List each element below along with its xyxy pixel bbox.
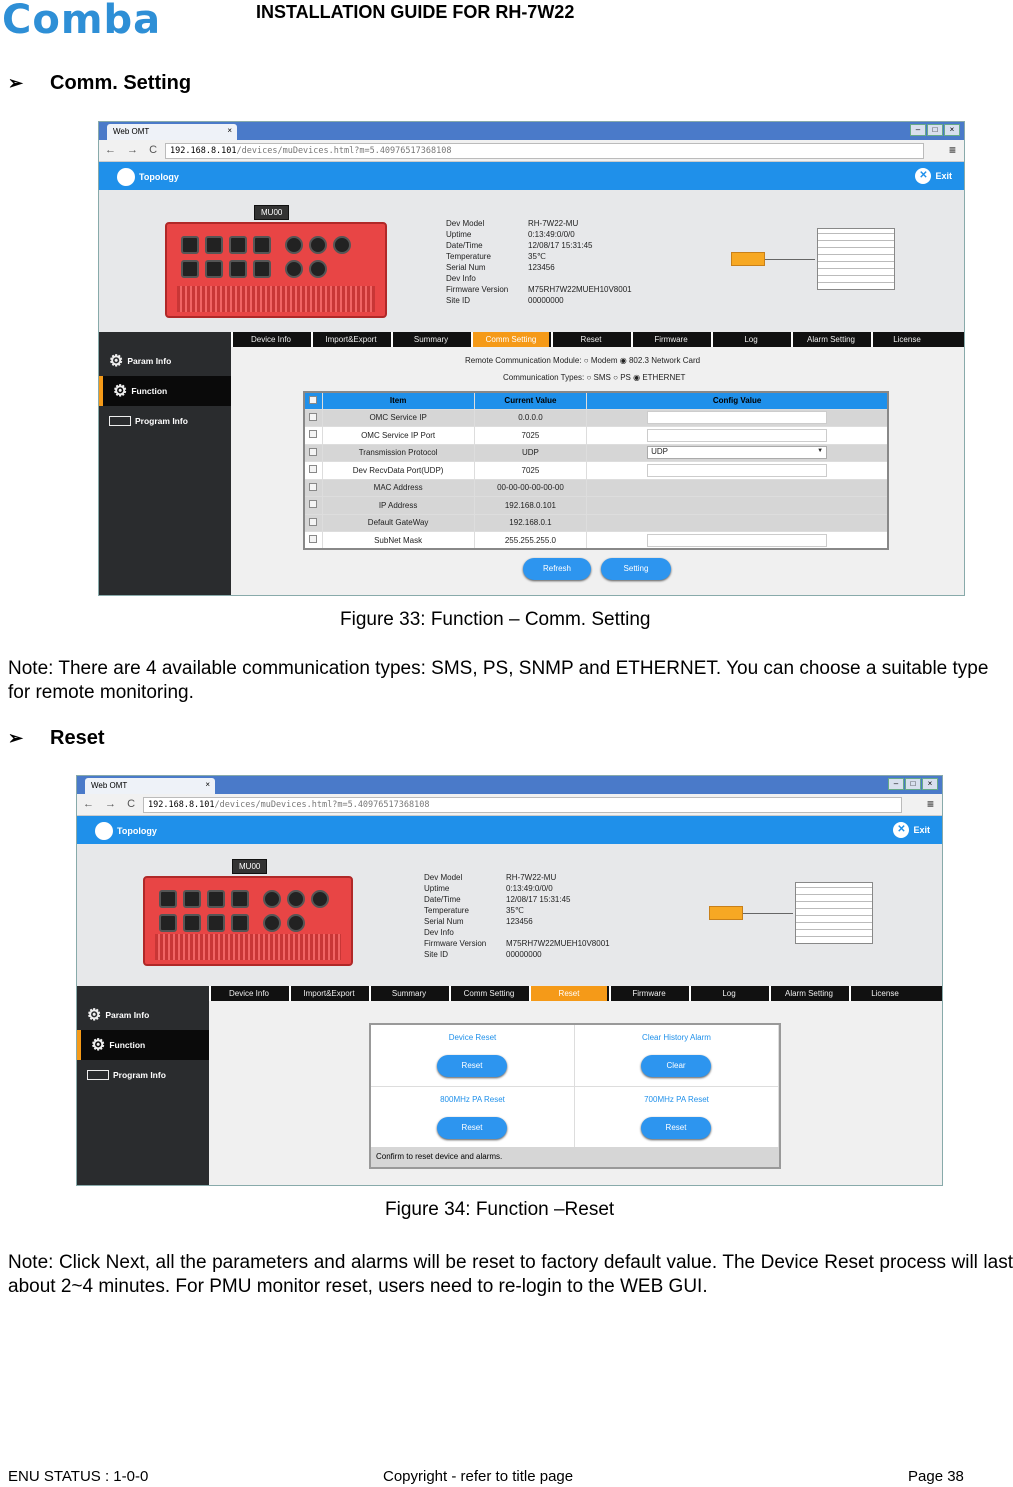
maximize-icon[interactable]: □ [927,124,943,136]
device-info-key: Uptime [446,230,472,239]
item-cell: OMC Service IP Port [322,427,474,445]
device-info-row [424,872,610,883]
module-label: Remote Communication Module: [465,356,582,365]
topology-label: Topology [139,172,179,182]
comba-logo: Comba [2,0,162,43]
menu-tab-comm-setting[interactable]: Comm Setting [449,986,527,1001]
window-controls [888,778,938,790]
radio-modem[interactable]: ○ [583,356,589,365]
item-cell: IP Address [322,497,474,515]
device-info-row [446,262,632,273]
clear-history-alarm-title: Clear History Alarm [642,1033,711,1042]
table-row [304,462,888,480]
row-checkbox[interactable] [304,532,322,550]
radio-network-card[interactable]: ◉ [619,356,627,365]
device-info-value: 35℃ [506,906,524,915]
menu-tab-comm-setting[interactable]: Comm Setting [471,332,549,347]
sidebar [77,986,209,1185]
network-card-label: 802.3 Network Card [628,356,701,365]
arrow-bullet-icon: ➢ [8,73,24,93]
remote-comm-module-row [465,356,700,365]
device-info-key: Temperature [424,906,469,915]
content-area [231,347,964,595]
sms-label: SMS [593,373,611,382]
menu-tab-alarm-setting[interactable]: Alarm Setting [791,332,869,347]
browser-tabbar [99,122,964,140]
device-info-key: Serial Num [424,917,464,926]
browser-tab[interactable] [107,124,237,140]
device-info-row [446,240,632,251]
device-info-row [446,218,632,229]
clear-history-alarm-button[interactable]: Clear [641,1055,711,1077]
current-value-cell: 7025 [474,427,586,445]
config-value-cell [587,427,888,445]
app-topbar [99,162,964,190]
menu-tab-device-info[interactable]: Device Info [209,986,287,1001]
maximize-icon[interactable]: □ [905,778,921,790]
sidebar-item-function[interactable] [99,376,231,406]
device-info-key: Dev Model [446,219,485,228]
device-info-value: M75RH7W22MUEH10V8001 [528,285,632,294]
device-reset-cell [371,1025,575,1087]
device-info-row [424,916,610,927]
clear-history-alarm-cell [575,1025,779,1087]
comm-types-row [503,373,685,382]
browser-tab[interactable] [85,778,215,794]
sidebar-item-param-info[interactable] [99,346,231,376]
device-info-value: RH-7W22-MU [528,219,579,228]
nav-arrows-icon[interactable]: ← → C [105,144,162,156]
note-reset: Note: Click Next, all the parameters and alarms will be reset to factory default value. The Device Reset process will last about 2~4 minutes. For PMU monitor reset, users need to re-login to the WEB GUI. [8,1252,1013,1297]
current-value-cell: UDP [474,444,586,462]
item-cell: Default GateWay [322,514,474,532]
device-info-key: Firmware Version [424,939,487,948]
browser-tabbar [77,776,942,794]
table-row [304,427,888,445]
device-info-key: Site ID [424,950,449,959]
topology-button[interactable] [95,822,157,840]
device-info-value: 00000000 [528,296,564,305]
figure-33-caption: Figure 33: Function – Comm. Setting [340,609,651,630]
config-value-cell [587,479,888,497]
note-comm-types: Note: There are 4 available communication types: SMS, PS, SNMP and ETHERNET. You can choose a suitable type for remote monitoring. [8,658,989,703]
sidebar-item-label: Param Info [127,356,172,366]
sidebar [99,332,231,595]
device-info-key: Date/Time [446,241,483,250]
mu-node[interactable] [731,252,765,266]
refresh-button[interactable]: Refresh [523,558,591,580]
menu-tab-license[interactable]: License [849,986,919,1001]
device-info-row [446,251,632,262]
device-image [143,876,353,966]
link-line [765,259,815,260]
address-bar [99,140,964,162]
device-info-row [424,938,610,949]
device-info-list [424,872,610,960]
setting-button[interactable]: Setting [601,558,671,580]
device-image [165,222,387,318]
device-info-row [424,883,610,894]
device-info-key: Uptime [424,884,450,893]
device-info-key: Dev Model [424,873,463,882]
reset-panel [369,1023,781,1169]
item-cell: Transmission Protocol [322,444,474,462]
sidebar-item-label: Function [109,1040,146,1050]
device-info-value: 123456 [506,917,533,926]
sidebar-item-program-info[interactable] [99,406,231,436]
exit-label: Exit [935,171,952,181]
radio-ethernet[interactable]: ◉ [633,373,641,382]
radio-sms[interactable]: ○ [586,373,592,382]
close-window-icon[interactable]: × [922,778,938,790]
topology-label: Topology [117,826,157,836]
menu-tab-reset[interactable]: Reset [529,986,607,1001]
sidebar-item-function[interactable] [77,1030,209,1060]
protocol-select[interactable]: UDP ▼ [647,446,827,459]
sidebar-item-param-info[interactable] [77,1000,209,1030]
800mhz-pa-reset-cell [371,1087,575,1149]
address-bar [77,794,942,816]
app-topbar [77,816,942,844]
current-value-cell: 0.0.0.0 [474,409,586,427]
item-cell: Dev RecvData Port(UDP) [322,462,474,480]
menu-tab-import-export[interactable]: Import&Export [311,332,389,347]
section-heading-label: Reset [50,727,105,749]
footer-page-number: Page 38 [908,1468,964,1485]
device-info-key: Firmware Version [446,285,509,294]
menu-icon[interactable]: ≡ [926,797,934,811]
800mhz-pa-reset-button[interactable]: Reset [437,1117,507,1139]
exit-button[interactable] [915,168,952,184]
exit-icon: ✕ [893,822,909,838]
table-row [304,479,888,497]
footer-copyright: Copyright - refer to title page [383,1468,574,1485]
monitor-icon [109,416,131,426]
device-info-value: 123456 [528,263,555,272]
column-header-item: Item [322,392,474,409]
device-info-row [424,927,610,938]
ps-label: PS [620,373,631,382]
device-label[interactable]: MU00 [254,205,289,220]
ru-rack [795,882,873,944]
current-value-cell: 192.168.0.101 [474,497,586,515]
exit-label: Exit [913,825,930,835]
sidebar-item-label: Program Info [113,1070,166,1080]
menu-tab-log[interactable]: Log [689,986,767,1001]
monitor-icon [87,1070,109,1080]
url-path: /devices/muDevices.html?m=5.40976517368108 [214,800,430,810]
gears-icon: ⚙ [87,1007,102,1024]
config-value-cell [587,444,888,462]
exit-button[interactable] [893,822,930,838]
row-checkbox[interactable] [304,444,322,462]
figure-34-caption: Figure 34: Function –Reset [385,1199,615,1220]
device-info-key: Dev Info [424,928,454,937]
device-info-value: 0:13:49:0/0/0 [528,230,575,239]
topology-icon [95,822,113,840]
ethernet-label: ETHERNET [642,373,686,382]
device-info-value: 00000000 [506,950,542,959]
topology-button[interactable] [117,168,179,186]
column-header-current-value: Current Value [474,392,586,409]
window-controls [910,124,960,136]
device-info-key: Site ID [446,296,471,305]
row-checkbox[interactable] [304,409,322,427]
row-checkbox[interactable] [304,427,322,445]
800mhz-pa-reset-title: 800MHz PA Reset [440,1095,505,1104]
device-label[interactable]: MU00 [232,859,267,874]
device-info-row [424,949,610,960]
gear-icon: ⚙ [91,1037,106,1054]
700mhz-pa-reset-title: 700MHz PA Reset [644,1095,709,1104]
row-checkbox[interactable] [304,514,322,532]
radio-ps[interactable]: ○ [613,373,618,382]
config-value-cell [587,409,888,427]
row-checkbox[interactable] [304,479,322,497]
minimize-icon[interactable]: – [910,124,926,136]
url-path: /devices/muDevices.html?m=5.40976517368108 [236,146,452,156]
menu-tab-license[interactable]: License [871,332,941,347]
reset-confirm-text: Confirm to reset device and alarms. [371,1147,779,1167]
table-row [304,444,888,462]
url-field[interactable] [143,797,902,813]
tab-title: Web OMT [113,127,150,136]
device-info-key: Dev Info [446,274,476,283]
device-reset-button[interactable]: Reset [437,1055,507,1077]
current-value-cell: 00-00-00-00-00-00 [474,479,586,497]
device-info-value: 12/08/17 15:31:45 [528,241,593,250]
row-checkbox[interactable] [304,497,322,515]
table-row [304,532,888,550]
content-area [209,1001,942,1185]
select-all-checkbox[interactable] [304,392,322,409]
config-value-cell [587,462,888,480]
device-info-row [446,284,632,295]
menu-tab-firmware[interactable]: Firmware [609,986,687,1001]
sidebar-item-label: Param Info [105,1010,150,1020]
device-info-row [424,894,610,905]
item-cell: MAC Address [322,479,474,497]
close-icon[interactable]: × [205,780,210,789]
link-line [743,913,793,914]
comm-setting-table [303,391,889,550]
section-heading-label: Comm. Setting [50,72,192,94]
device-info-value: 0:13:49:0/0/0 [506,884,553,893]
700mhz-pa-reset-button[interactable]: Reset [641,1117,711,1139]
device-info-key: Serial Num [446,263,486,272]
document-title: INSTALLATION GUIDE FOR RH-7W22 [256,2,575,22]
device-info-value: 12/08/17 15:31:45 [506,895,571,904]
sidebar-item-label: Program Info [135,416,188,426]
menu-icon[interactable]: ≡ [948,143,956,157]
modem-label: Modem [590,356,618,365]
menu-tab-summary[interactable]: Summary [391,332,469,347]
menu-tab-summary[interactable]: Summary [369,986,447,1001]
device-info-value: 35℃ [528,252,546,261]
menu-tab-firmware[interactable]: Firmware [631,332,709,347]
menu-tab-import-export[interactable]: Import&Export [289,986,367,1001]
url-field[interactable] [165,143,924,159]
sidebar-item-label: Function [131,386,168,396]
screenshot-comm-setting [98,121,965,596]
config-value-cell [587,532,888,550]
exit-icon: ✕ [915,168,931,184]
current-value-cell: 192.168.0.1 [474,514,586,532]
config-value-input[interactable] [647,429,827,442]
device-info-key: Temperature [446,252,491,261]
tab-title: Web OMT [91,781,128,790]
url-host: 192.168.8.101 [170,146,237,156]
device-info-value: M75RH7W22MUEH10V8001 [506,939,610,948]
device-info-row [446,295,632,306]
section-heading-comm-setting [8,72,191,95]
device-panel [77,844,942,986]
config-value-input[interactable] [647,534,827,547]
700mhz-pa-reset-cell [575,1087,779,1149]
table-row [304,497,888,515]
menu-tab-log[interactable]: Log [711,332,789,347]
device-info-row [424,905,610,916]
sidebar-item-program-info[interactable] [77,1060,209,1090]
footer-status: ENU STATUS : 1-0-0 [8,1468,149,1485]
close-icon[interactable]: × [227,126,232,135]
minimize-icon[interactable]: – [888,778,904,790]
table-row [304,514,888,532]
menu-tab-reset[interactable]: Reset [551,332,629,347]
row-checkbox[interactable] [304,462,322,480]
config-value-input[interactable] [647,411,827,424]
device-reset-title: Device Reset [448,1033,497,1042]
nav-arrows-icon[interactable]: ← → C [83,798,140,810]
topology-icon [117,168,135,186]
config-value-cell [587,497,888,515]
device-panel [99,190,964,332]
config-value-cell [587,514,888,532]
item-cell: SubNet Mask [322,532,474,550]
gear-icon: ⚙ [113,383,128,400]
ru-rack [817,228,895,290]
section-heading-reset [8,727,104,750]
screenshot-reset [76,775,943,1186]
arrow-bullet-icon: ➢ [8,728,24,748]
menu-tab-alarm-setting[interactable]: Alarm Setting [769,986,847,1001]
item-cell: OMC Service IP [322,409,474,427]
device-info-value: RH-7W22-MU [506,873,557,882]
device-info-row [446,273,632,284]
table-row [304,409,888,427]
config-value-input[interactable] [647,464,827,477]
device-info-list [446,218,632,306]
current-value-cell: 255.255.255.0 [474,532,586,550]
gears-icon: ⚙ [109,353,124,370]
current-value-cell: 7025 [474,462,586,480]
close-window-icon[interactable]: × [944,124,960,136]
mu-node[interactable] [709,906,743,920]
types-label: Communication Types: [503,373,585,382]
url-host: 192.168.8.101 [148,800,215,810]
column-header-config-value: Config Value [587,392,888,409]
menu-tab-device-info[interactable]: Device Info [231,332,309,347]
device-info-row [446,229,632,240]
device-info-key: Date/Time [424,895,461,904]
